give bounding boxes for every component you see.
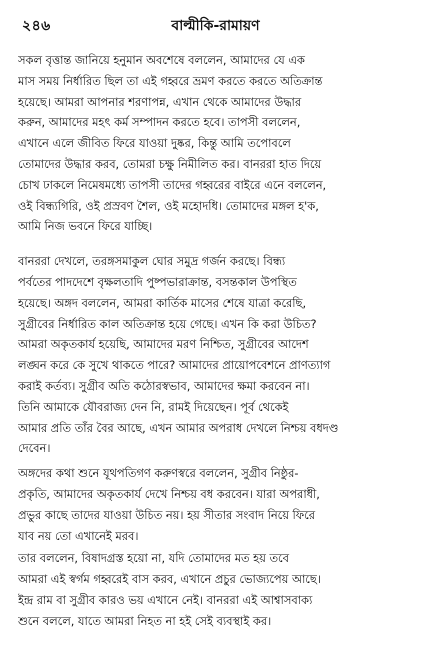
text-line: সুগ্রীবের নির্ধারিত কাল অতিক্রান্ত হয়ে গেছে। এখন কি করা উচিত? <box>18 316 317 331</box>
text-line: পর্বতের পাদদেশে বৃক্ষলতাদি পুষ্পভারাক্রান্ত, বসন্তকাল উপস্থিত <box>18 274 297 289</box>
text-line: ইন্দ্র রাম বা সুগ্রীব কারও ভয় এখানে নেই। বানররা এই আশ্বাসবাক্য <box>18 592 313 607</box>
text-line: প্রভুর কাছে তাদের যাওয়া উচিত নয়। হয় সীতার সংবাদ নিয়ে ফিরে <box>18 507 315 522</box>
paragraph <box>18 50 413 237</box>
text-line: প্রকৃতি, আমাদের অকৃতকার্য দেখে নিশ্চয় বধ করবেন। যারা অপরাধী, <box>18 486 320 501</box>
text-line: আমরা অকৃতকার্য হয়েছি, আমাদের মরণ নিশ্চিত, সুগ্রীবের আদেশ <box>18 337 309 352</box>
text-line: আমরা এই স্বর্গম গহ্বরেই বাস করব, এখানে প্রচুর ভোজ্যপেয় আছে। <box>18 572 321 587</box>
text-line: বানররা দেখলে, তরঙ্গসমাকুল ঘোর সমুদ্র গর্জন করছে। বিন্ধ্য <box>18 254 286 269</box>
text-line: করুন, আমাদের মহৎ কর্ম সম্পাদন করতে হবে। তাপসী বললেন, <box>18 115 301 130</box>
paragraph <box>18 463 413 546</box>
text-line: দেবেন। <box>18 441 51 456</box>
text-line: হয়েছে। আমরা আপনার শরণাপন্ন, এখান থেকে আমাদের উদ্ধার <box>18 94 302 109</box>
text-line: যাব নয় তো এখানেই মরব। <box>18 528 139 543</box>
paragraph <box>18 548 413 631</box>
text-line: তিনি আমাকে যৌবরাজ্য দেন নি, রামই দিয়েছেন। পূর্ব থেকেই <box>18 399 289 414</box>
text-line: হয়েছে। অঙ্গদ বললেন, আমরা কার্তিক মাসের শেষে যাত্রা করেছি, <box>18 295 307 310</box>
text-line: মাস সময় নির্ধারিত ছিল তা এই গহ্বরে ভ্রমণ করতে করতে অতিক্রান্ত <box>18 73 323 88</box>
page-number: ২৪৬ <box>22 18 51 34</box>
running-title: বাল্মীকি-রামায়ণ <box>171 18 260 34</box>
text-line: শুনে বললে, যাতে আমরা নিহত না হই সেই ব্যবস্থাই কর। <box>18 613 272 628</box>
text-line: সকল বৃত্তান্ত জানিয়ে হনুমান অবশেষে বললেন, আমাদের যে এক <box>18 53 305 67</box>
paragraph <box>18 251 413 459</box>
page-header <box>18 14 413 36</box>
text-line: তার বললেন, বিষাদগ্রস্ত হয়ো না, যদি তোমাদের মত হয় তবে <box>18 551 289 566</box>
text-line: করাই কর্তব্য। সুগ্রীব অতি কঠোরস্বভাব, আমাদের ক্ষমা করবেন না। <box>18 378 310 393</box>
text-line: চোখ ঢাকলে নিমেষমধ্যে তাপসী তাদের গহ্বরের বাইরে এনে বললেন, <box>18 177 327 192</box>
text-line: আমি নিজ ভবনে ফিরে যাচ্ছি। <box>18 219 153 234</box>
text-line: এখানে এলে জীবিত ফিরে যাওয়া দুষ্কর, কিন্তু আমি তপোবলে <box>18 136 291 151</box>
text-line: ওই বিন্ধ্যগিরি, ওই প্রস্রবণ শৈল, ওই মহোদধি। তোমাদের মঙ্গল হ'ক, <box>18 198 319 213</box>
text-line: লঙ্ঘন করে কে সুখে থাকতে পারে? আমাদের প্রায়োপবেশনে প্রাণত্যাগ <box>18 358 331 373</box>
text-line: আমার প্রতি তাঁর বৈর আছে, এখন আমার অপরাধ দেখলে নিশ্চয় বধদণ্ড <box>18 420 339 435</box>
text-line: অঙ্গদের কথা শুনে যূথপতিগণ করুণস্বরে বললেন, সুগ্রীব নিষ্ঠুর- <box>18 466 299 481</box>
text-line: তোমাদের উদ্ধার করব, তোমরা চক্ষু নিমীলিত কর। বানররা হাত দিয়ে <box>18 156 322 171</box>
